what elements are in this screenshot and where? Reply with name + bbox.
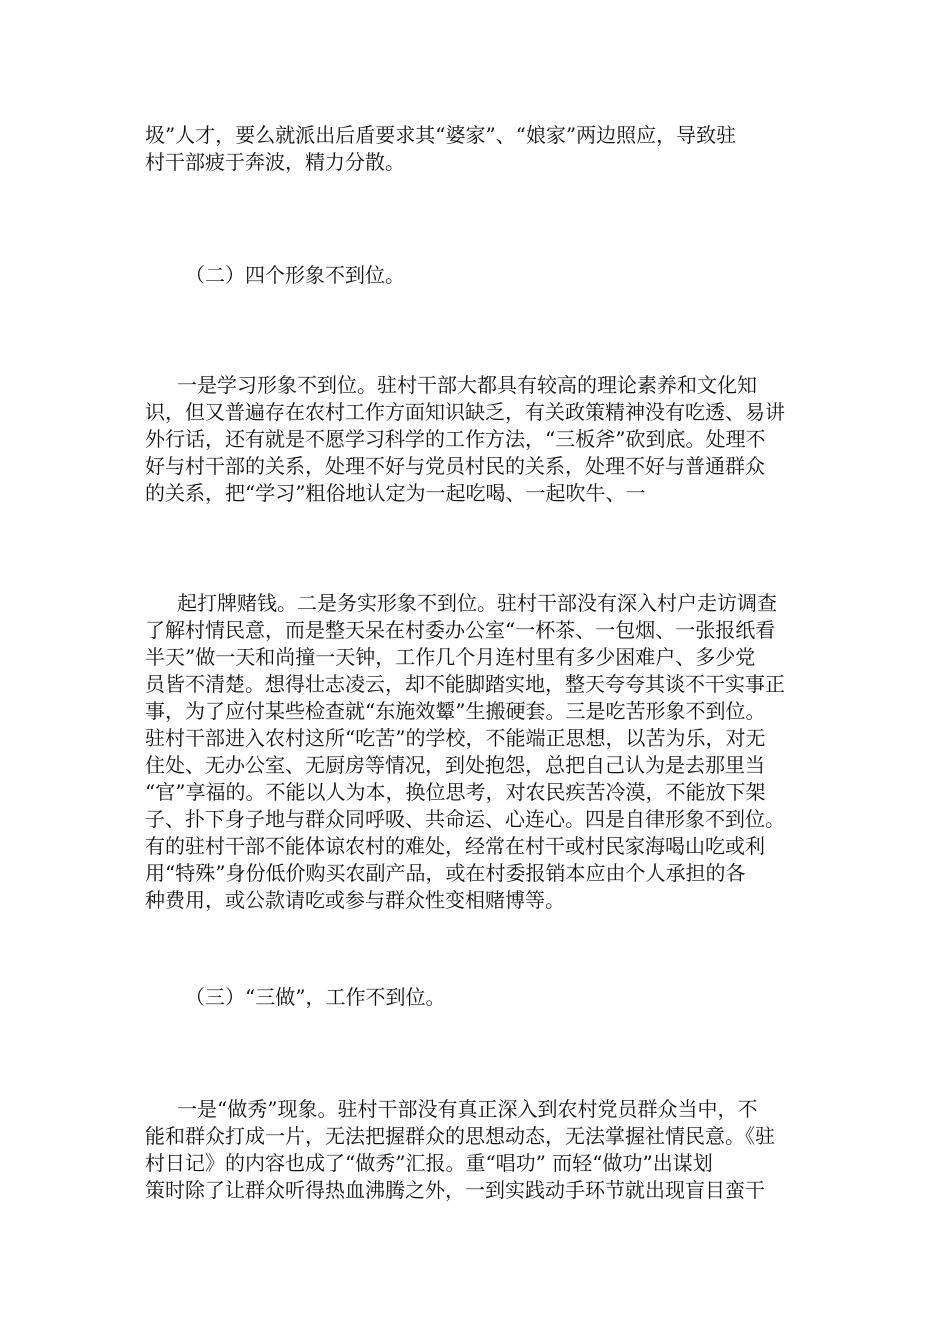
section-heading-2: （二）四个形象不到位。 (185, 263, 405, 287)
text-line: 策时除了让群众听得热血沸腾之外，一到实践动手环节就出现盲目蛮干 (145, 1178, 765, 1202)
text-line: 能和群众打成一片，无法把握群众的思想动态，无法掌握社情民意。《驻 (145, 1124, 775, 1148)
paragraph-continuation (145, 122, 807, 176)
text-line: 的关系，把“学习”粗俗地认定为一起吃喝、一起吹牛、一 (145, 481, 646, 505)
text-line: 识，但又普遍存在农村工作方面知识缺乏，有关政策精神没有吃透、易讲 (145, 400, 785, 424)
text-line: 起打牌赌钱。二是务实形象不到位。驻村干部没有深入村户走访调查 (177, 591, 777, 615)
text-line: 外行话，还有就是不愿学习科学的工作方法，“三板斧”砍到底。处理不 (145, 427, 766, 451)
paragraph-show-phenomenon (145, 1096, 807, 1204)
text-line: 村日记》的内容也成了“做秀”汇报。重“唱功” 而轻“做功”出谋划 (145, 1151, 713, 1175)
text-line: 半天”做一天和尚撞一天钟，工作几个月连村里有多少困难户、多少党 (145, 645, 756, 669)
paragraph-study-image (145, 372, 807, 507)
text-line: 有的驻村干部不能体谅农村的难处，经常在村干或村民家海喝山吃或利 (145, 834, 765, 858)
text-line: 用“特殊”身份低价购买农副产品，或在村委报销本应由个人承担的各 (145, 861, 746, 885)
text-line: 住处、无办公室、无厨房等情况，到处抱怨，总把自己认为是去那里当 (145, 753, 765, 777)
text-line: 圾”人才，要么就派出后盾要求其“婆家”、“娘家”两边照应，导致驻 (145, 123, 737, 147)
text-line: 事，为了应付某些检查就“东施效颦”生搬硬套。三是吃苦形象不到位。 (145, 699, 766, 723)
text-line: 村干部疲于奔波，精力分散。 (145, 150, 405, 174)
text-line: 子、扑下身子地与群众同呼吸、共命运、心连心。四是自律形象不到位。 (145, 807, 785, 831)
text-line: 一是“做秀”现象。驻村干部没有真正深入到农村党员群众当中，不 (177, 1097, 758, 1121)
text-line: 员皆不清楚。想得壮志凌云，却不能脚踏实地，整天夸夸其谈不干实事正 (145, 672, 785, 696)
paragraph-practical-image (145, 590, 807, 914)
text-line: 种费用，或公款请吃或参与群众性变相赌博等。 (145, 888, 565, 912)
text-line: 驻村干部进入农村这所“吃苦”的学校，不能端正思想，以苦为乐，对无 (145, 726, 766, 750)
text-line: 好与村干部的关系，处理不好与党员村民的关系，处理不好与普通群众 (145, 454, 765, 478)
text-line: 了解村情民意，而是整天呆在村委办公室“一杯茶、一包烟、一张报纸看 (145, 618, 776, 642)
text-line: “官”享福的。不能以人为本，换位思考，对农民疾苦冷漠，不能放下架 (145, 780, 766, 804)
section-heading-3: （三）“三做”，工作不到位。 (185, 985, 446, 1009)
text-line: 一是学习形象不到位。驻村干部大都具有较高的理论素养和文化知 (177, 373, 757, 397)
